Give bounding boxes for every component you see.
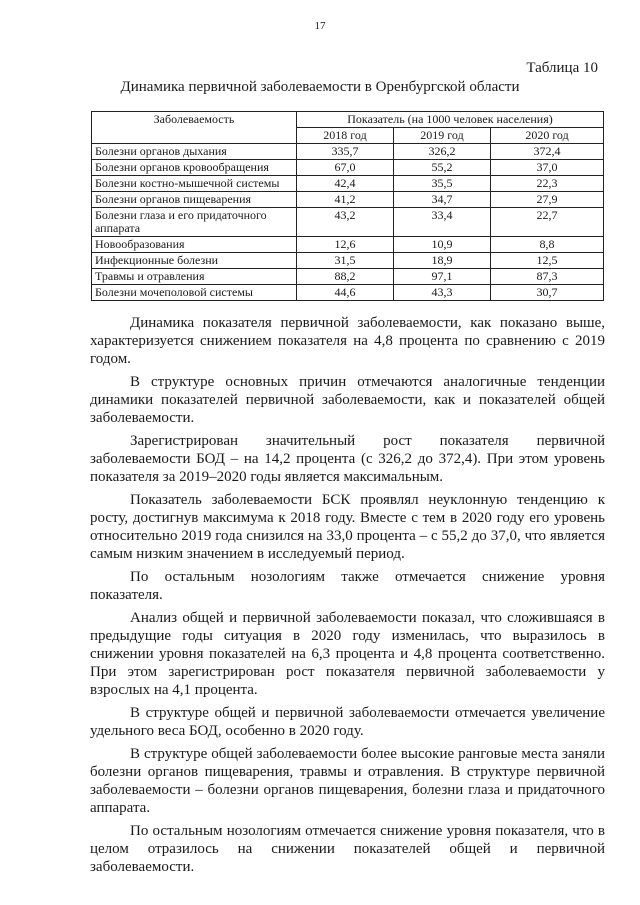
value-2019-cell: 34,7: [394, 192, 491, 208]
value-2020-cell: 22,7: [491, 208, 604, 237]
body-text: [90, 314, 605, 881]
value-2019-cell: 10,9: [394, 237, 491, 253]
value-2019-cell: 55,2: [394, 160, 491, 176]
paragraph: Анализ общей и первичной заболеваемости показал, что сложившаяся в предыдущие годы ситуация в 2020 году изменилась, что выразилось в снижении уровня показателей на 6,3 процента и 4,8 процента соответственно. При этом зарегистрирован рост показателя первичной заболеваемости у взрослых на 4,1 процента.: [90, 610, 605, 698]
value-2020-cell: 37,0: [491, 160, 604, 176]
table-row: [92, 253, 604, 269]
value-2020-cell: 22,3: [491, 176, 604, 192]
value-2019-cell: 33,4: [394, 208, 491, 237]
disease-name-cell: Болезни костно-мышечной системы: [92, 176, 297, 192]
table-body: [92, 144, 604, 301]
morbidity-table: [91, 111, 604, 301]
table-row: [92, 176, 604, 192]
disease-name-cell: Болезни глаза и его придаточного аппарата: [92, 208, 297, 237]
table-row: [92, 269, 604, 285]
value-2018-cell: 88,2: [297, 269, 394, 285]
paragraph: Динамика показателя первичной заболеваемости, как показано выше, характеризуется снижением показателя на 4,8 процента по сравнению с 2019 годом.: [90, 315, 605, 367]
disease-name-cell: Болезни органов пищеварения: [92, 192, 297, 208]
table-row: [92, 237, 604, 253]
header-indicator-group: Показатель (на 1000 человек населения): [297, 112, 604, 128]
table-label: Таблица 10: [526, 60, 598, 76]
paragraph: По остальным нозологиям отмечается снижение уровня показателя, что в целом отразилось на снижении показателей общей и первичной заболеваемости.: [90, 823, 605, 875]
value-2019-cell: 35,5: [394, 176, 491, 192]
disease-name-cell: Болезни органов кровообращения: [92, 160, 297, 176]
table-row: [92, 285, 604, 301]
disease-name-cell: Болезни мочеполовой системы: [92, 285, 297, 301]
value-2018-cell: 12,6: [297, 237, 394, 253]
paragraph: В структуре общей заболеваемости более высокие ранговые места заняли болезни органов пищеварения, травмы и отравления. В структуре первичной заболеваемости – болезни органов пищеварения, болезни глаза и придаточного аппарата.: [90, 746, 605, 816]
table-row: [92, 208, 604, 237]
disease-name-cell: Новообразования: [92, 237, 297, 253]
value-2018-cell: 31,5: [297, 253, 394, 269]
value-2018-cell: 335,7: [297, 144, 394, 160]
header-disease: Заболеваемость: [92, 112, 297, 144]
disease-name-cell: Травмы и отравления: [92, 269, 297, 285]
paragraph: По остальным нозологиям также отмечается снижение уровня показателя.: [90, 569, 605, 603]
paragraph: В структуре общей и первичной заболеваемости отмечается увеличение удельного веса БОД, особенно в 2020 году.: [90, 705, 605, 739]
value-2018-cell: 67,0: [297, 160, 394, 176]
value-2020-cell: 30,7: [491, 285, 604, 301]
value-2020-cell: 372,4: [491, 144, 604, 160]
value-2020-cell: 87,3: [491, 269, 604, 285]
header-year-2020: 2020 год: [491, 128, 604, 144]
value-2020-cell: 12,5: [491, 253, 604, 269]
page-number: 17: [314, 20, 326, 32]
disease-name-cell: Болезни органов дыхания: [92, 144, 297, 160]
table-row: [92, 144, 604, 160]
value-2019-cell: 97,1: [394, 269, 491, 285]
value-2018-cell: 42,4: [297, 176, 394, 192]
disease-name-cell: Инфекционные болезни: [92, 253, 297, 269]
value-2019-cell: 43,3: [394, 285, 491, 301]
value-2019-cell: 326,2: [394, 144, 491, 160]
header-year-2019: 2019 год: [394, 128, 491, 144]
header-year-2018: 2018 год: [297, 128, 394, 144]
value-2020-cell: 8,8: [491, 237, 604, 253]
value-2019-cell: 18,9: [394, 253, 491, 269]
paragraph: Зарегистрирован значительный рост показателя первичной заболеваемости БОД – на 14,2 процента (с 326,2 до 372,4). При этом уровень показателя за 2019–2020 годы является максимальным.: [90, 433, 605, 485]
value-2018-cell: 44,6: [297, 285, 394, 301]
value-2018-cell: 41,2: [297, 192, 394, 208]
value-2020-cell: 27,9: [491, 192, 604, 208]
table-row: [92, 192, 604, 208]
value-2018-cell: 43,2: [297, 208, 394, 237]
table-row: [92, 160, 604, 176]
table-title: Динамика первичной заболеваемости в Оренбургской области: [120, 79, 520, 95]
paragraph: В структуре основных причин отмечаются аналогичные тенденции динамики показателей первичной заболеваемости, как и показателей общей заболеваемости.: [90, 374, 605, 426]
paragraph: Показатель заболеваемости БСК проявлял неуклонную тенденцию к росту, достигнув максимума к 2018 году. Вместе с тем в 2020 году его уровень относительно 2019 года снизился на 33,0 процента – с 55,2 до 37,0, что является самым низким значением в исследуемый период.: [90, 492, 605, 562]
